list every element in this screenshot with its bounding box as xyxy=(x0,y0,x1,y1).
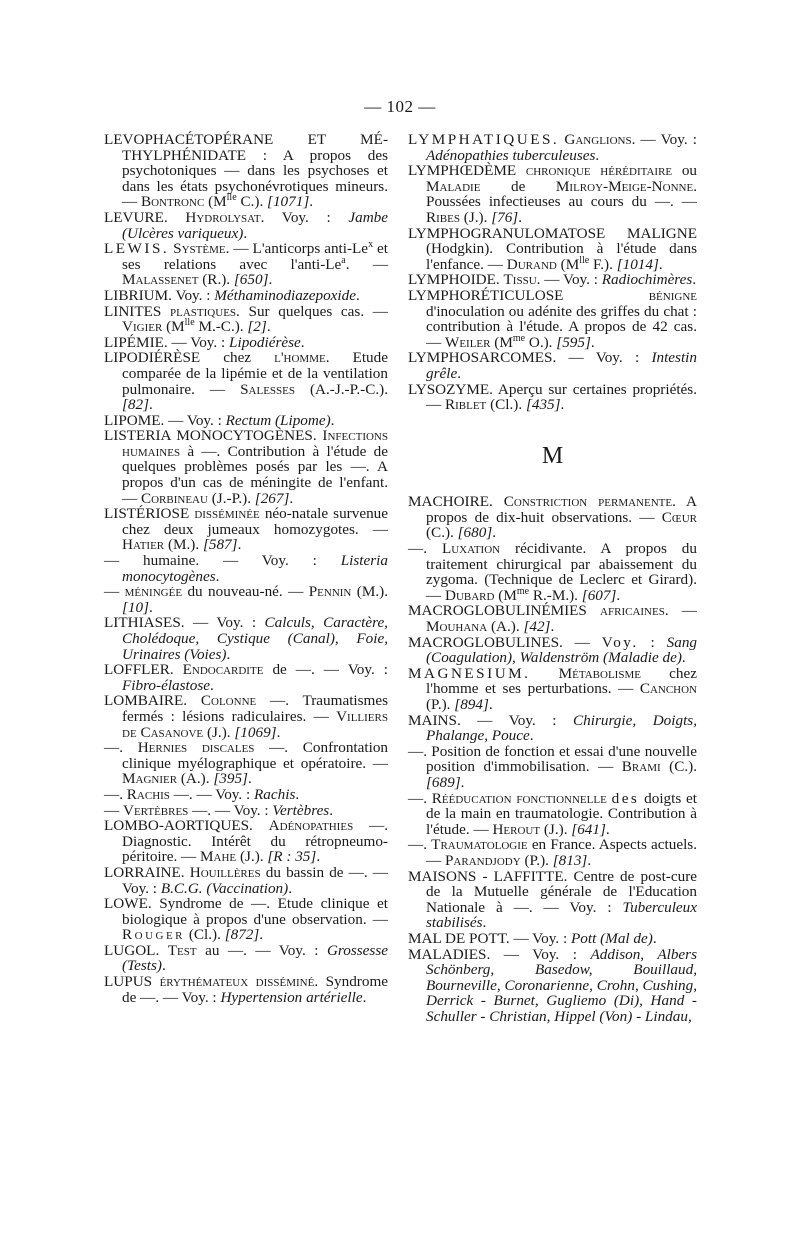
entry-text: LYMPHŒDÈME xyxy=(408,162,526,180)
entry-text: . Syndrome de —. — Voy. : xyxy=(122,973,392,1006)
entry-text: MACROGLOBULINÉMIES xyxy=(408,602,601,620)
entry-text: Maladie xyxy=(426,177,481,195)
index-entry xyxy=(104,739,392,788)
entry-text: . xyxy=(529,727,534,745)
entry-text: [82] xyxy=(122,396,150,414)
entry-text: d'inoculation ou adénite des griffes du chat : contribution à l'étude. A propos de 42 cas. — xyxy=(426,286,701,351)
index-entry xyxy=(104,302,392,336)
entry-text: . xyxy=(652,929,657,947)
entry-text: Magnier xyxy=(122,770,178,788)
entry-text: du nouveau-né. — xyxy=(182,583,309,601)
entry-text: Traumatologie xyxy=(431,836,528,854)
index-entry xyxy=(104,895,392,944)
entry-text: Chirurgie, Doigts, Phalange, Pouce xyxy=(426,711,701,745)
entry-text: —. — Voy. : xyxy=(169,785,255,803)
index-entry xyxy=(104,349,392,414)
entry-text: Rectum (Lipome) xyxy=(225,411,331,429)
index-entry xyxy=(104,583,392,616)
entry-text: . xyxy=(259,926,264,944)
entry-text: —. xyxy=(408,540,442,558)
index-entry xyxy=(104,941,392,975)
entry-text: Fibro-élastose xyxy=(122,676,211,694)
entry-text: . xyxy=(266,318,271,336)
entry-text: Intestin grêle xyxy=(426,349,701,382)
entry-text: — humaine. — Voy. : xyxy=(104,552,341,570)
entry-text: [894] xyxy=(454,696,489,713)
index-entry xyxy=(408,867,701,932)
entry-text: Mahe xyxy=(200,848,237,866)
entry-text: [76] xyxy=(491,208,519,226)
entry-text: Lipodiérèse xyxy=(229,333,301,351)
entry-text: chez l'homme et ses perturbations. — xyxy=(426,664,701,698)
entry-text: [10] xyxy=(122,598,150,616)
entry-text: Herout xyxy=(492,820,541,838)
entry-text: Système xyxy=(173,240,226,258)
entry-text: l'homme xyxy=(274,349,326,367)
index-entry xyxy=(104,239,392,289)
entry-text: F.). xyxy=(589,255,617,273)
entry-text: Vertèbres xyxy=(272,801,330,819)
entry-text: (J.). xyxy=(203,723,235,741)
entry-text: —. xyxy=(104,785,127,803)
entry-text: LYMPHORÉTICULOSE xyxy=(408,286,649,304)
entry-text: Corbineau xyxy=(140,489,208,507)
entry-text: . xyxy=(243,224,248,242)
entry-text: Hernies discales xyxy=(137,739,255,757)
entry-text: . xyxy=(457,364,462,382)
entry-text: plastiques xyxy=(170,302,237,320)
entry-text: . xyxy=(161,957,166,975)
entry-text: (J.). xyxy=(540,820,572,838)
index-entry xyxy=(104,552,392,585)
index-entry xyxy=(408,664,701,713)
index-entry xyxy=(104,131,392,211)
index-entry xyxy=(104,614,392,663)
entry-text: ou xyxy=(672,162,701,180)
entry-text: . xyxy=(215,567,220,585)
entry-text: Radiochimères xyxy=(601,271,693,289)
entry-text: LYMPHOSARCOMES. — Voy. : xyxy=(408,349,652,367)
entry-text: Endocardite xyxy=(182,661,264,679)
entry-text: Métabolisme xyxy=(558,664,641,682)
entry-text: LIBRIUM. Voy. : xyxy=(104,286,215,304)
entry-text: (M xyxy=(556,255,580,273)
entry-text: (M xyxy=(494,586,517,604)
entry-text: . Etude comparée de la lipémie et de la ventilation pulmonaire. — xyxy=(122,349,392,398)
entry-text: Colonne xyxy=(200,692,257,710)
entry-text: Bontronc xyxy=(140,193,205,211)
entry-text: —. xyxy=(408,836,432,854)
entry-text: Vigier xyxy=(122,318,163,336)
entry-text: [689] xyxy=(426,773,461,791)
entry-text: Milroy-Meige-Nonne xyxy=(555,177,694,195)
entry-text: a xyxy=(341,254,346,266)
entry-text: Villiers de Casanove xyxy=(122,707,392,741)
index-entry xyxy=(408,272,697,288)
entry-text: Cœur xyxy=(661,508,697,526)
entry-text: LINITES xyxy=(104,302,171,320)
entry-text: (M xyxy=(490,333,513,351)
entry-text: [267] xyxy=(254,489,290,507)
entry-text: (C.). xyxy=(426,508,701,542)
entry-text: . xyxy=(289,489,294,507)
entry-text: . xyxy=(616,586,621,604)
entry-text: Calculs, Caractère, Cholédoque, Cystique (Canal), Foie, Urinaires (Voies) xyxy=(122,614,392,663)
entry-text: . xyxy=(300,333,305,351)
entry-text: Addison, Albers Schönberg, Basedow, Bouillaud, Bourneville, Coronarienne, Crohn, Cushing, Derrick - Burnet, Gugliemo (Di), Hand - Schuller - Christian, Hippel (Von) - Lindau, xyxy=(426,945,701,1025)
entry-text: . Voy. : xyxy=(260,208,349,226)
entry-text: à —. Contribution à l'étude de quelques problèmes posés par les —. A propos d'un cas de méningite de l'enfant. — xyxy=(122,442,392,507)
entry-text: LYMPHATIQUES. xyxy=(408,131,560,148)
entry-text: des xyxy=(611,789,640,807)
entry-text: doigts et de la main en traumatologie. Contribution à l'étude. — xyxy=(426,789,701,838)
index-entry xyxy=(408,742,701,791)
entry-text: LIPOME. — Voy. : xyxy=(104,411,226,429)
index-entry xyxy=(104,803,388,819)
index-entry xyxy=(408,286,701,351)
entry-text: [813] xyxy=(552,851,588,869)
entry-text: —. Traumatismes fermés : lésions radiculaires. — xyxy=(122,692,392,725)
entry-text: [872] xyxy=(224,926,260,944)
entry-text: Vertèbres xyxy=(122,801,189,819)
entry-text: Hypertension artérielle xyxy=(220,988,363,1006)
entry-text: LISTERIA MONOCYTOGÈNES. xyxy=(104,427,323,445)
entry-text: [R : 35] xyxy=(267,848,317,866)
entry-text: Rachis xyxy=(126,785,170,803)
index-entry xyxy=(104,973,392,1006)
entry-text: (M.). xyxy=(164,536,203,554)
entry-text: LEWIS. xyxy=(104,240,170,258)
entry-text: Méthaminodiazepoxide xyxy=(214,286,356,304)
entry-text: [1014] xyxy=(616,255,659,273)
entry-text: (A.). xyxy=(177,770,214,788)
entry-text: et ses relations avec l'anti-Le xyxy=(122,240,392,273)
entry-text: (R.). xyxy=(198,271,234,289)
entry-text xyxy=(530,665,558,682)
entry-text: me xyxy=(516,585,530,597)
entry-text: LUGOL. xyxy=(104,941,168,959)
entry-text: LEVURE. xyxy=(104,208,186,226)
entry-text: LYMPHOGRANULOMATOSE MALIGNE (Hodgkin). Contribution à l'étude dans l'enfance. — xyxy=(408,224,701,273)
entry-text: . xyxy=(488,696,493,713)
entry-text: Jambe (Ulcères variqueux) xyxy=(122,208,392,242)
entry-text: LYMPHOIDE. xyxy=(408,271,504,289)
entry-text: . — Voy. : xyxy=(536,271,602,289)
entry-text: MAINS. — Voy. : xyxy=(408,711,574,729)
entry-text: érythémateux disséminé xyxy=(159,973,315,991)
entry-text: Parandjody xyxy=(444,851,521,869)
entry-text: LOWE. Syndrome de —. Etude clinique et biologique à propos d'une observation. — xyxy=(104,895,392,928)
entry-text: néo-natale survenue chez deux jumeaux homozygotes. — xyxy=(122,505,392,538)
entry-text: [587] xyxy=(202,536,238,554)
entry-text: disséminée xyxy=(194,505,260,523)
index-entry xyxy=(408,224,701,273)
entry-text: Dubard xyxy=(444,586,495,604)
entry-text: [680] xyxy=(457,524,493,542)
entry-text: Canchon xyxy=(639,680,697,698)
index-group-m xyxy=(408,493,701,1025)
entry-text: me xyxy=(512,332,526,344)
entry-text: LEVOPHACÉTOPÉRANE ET MÉ-THYLPHÉNIDATE : A propos des psychotoniques — dans les psychoses et dans les états psychonévrotiques mineurs. — xyxy=(104,131,392,211)
entry-text: . xyxy=(362,988,367,1006)
entry-text: Adénopathies xyxy=(268,817,354,835)
entry-text: (J.-P.). xyxy=(207,489,255,507)
entry-text: —. Diagnostic. Intérêt du rétropneumo-péritoire. — xyxy=(122,817,392,866)
entry-text: Rachis xyxy=(254,785,296,803)
entry-text: LISTÉRIOSE xyxy=(104,505,195,523)
index-entry xyxy=(408,380,701,414)
entry-text: — xyxy=(104,583,125,601)
index-entry xyxy=(104,505,392,554)
entry-text: Houillères xyxy=(189,863,261,881)
entry-text: . xyxy=(288,879,293,897)
entry-text: . xyxy=(247,770,252,788)
entry-text: au —. — Voy. : xyxy=(196,941,327,959)
entry-text: africaines xyxy=(600,602,665,620)
entry-text: méningée xyxy=(124,583,183,601)
entry-text: Riblet xyxy=(444,396,487,414)
entry-text: [641] xyxy=(571,820,606,838)
index-entry xyxy=(104,863,392,897)
index-entry xyxy=(104,787,388,803)
entry-text: . xyxy=(210,676,214,694)
entry-text: . — xyxy=(664,602,701,620)
entry-text: chronique héréditaire xyxy=(525,162,673,180)
entry-text: Tuberculeux stabilisés xyxy=(426,898,701,932)
entry-text: . xyxy=(330,411,335,429)
entry-text: x xyxy=(368,239,374,251)
index-column-left xyxy=(104,131,392,1006)
entry-text: LYSOZYME. Aperçu sur certaines propriétés. — xyxy=(408,380,701,414)
index-entry xyxy=(408,836,701,869)
entry-text: LORRAINE. xyxy=(104,863,190,881)
entry-text: . xyxy=(316,848,321,866)
entry-text: . xyxy=(460,773,465,791)
entry-text: [395] xyxy=(213,770,248,788)
entry-text: (M.). xyxy=(351,583,392,601)
entry-text: . A propos de dix-huit observations. — xyxy=(426,493,701,526)
entry-text: . xyxy=(595,146,600,164)
entry-text: . — Voy. : xyxy=(631,131,701,148)
entry-text: . — xyxy=(345,255,392,273)
entry-text: Durand xyxy=(506,255,557,273)
entry-text: — xyxy=(104,801,123,819)
entry-text: . xyxy=(518,208,522,226)
entry-text: (A.). xyxy=(487,618,524,636)
entry-text: LOMBO-AORTIQUES. xyxy=(104,817,269,835)
entry-text: [607] xyxy=(581,586,617,604)
entry-text: . xyxy=(692,271,697,289)
entry-text: [1071] xyxy=(267,193,310,211)
entry-text: . xyxy=(550,618,555,636)
entry-text: Ribes xyxy=(426,208,460,226)
entry-text: O.). xyxy=(525,333,557,351)
entry-text: . Poussées infectieuses au cours du —. — xyxy=(426,177,701,211)
index-entry xyxy=(408,540,701,604)
index-entry xyxy=(104,335,388,351)
entry-text: —. Confrontation clinique myélographique et opératoire. — xyxy=(122,739,392,772)
index-entry xyxy=(408,789,701,838)
index-entry xyxy=(408,162,701,226)
entry-text: M.-C.). xyxy=(194,318,248,336)
entry-text: Salesses xyxy=(240,380,295,398)
entry-text: lle xyxy=(226,192,237,204)
entry-text: Hatier xyxy=(122,536,165,554)
index-entry xyxy=(104,427,392,507)
index-entry xyxy=(104,661,392,694)
entry-text: B.C.G. (Vaccination) xyxy=(160,879,289,897)
entry-text: MALADIES. — Voy. : xyxy=(408,945,591,963)
entry-text: Tissu xyxy=(503,271,537,289)
entry-text: . xyxy=(355,286,360,304)
entry-text: : xyxy=(638,633,667,651)
entry-text: —. Position de fonction et essai d'une nouvelle position d'immobilisation. — xyxy=(408,742,701,776)
entry-text: LOFFLER. xyxy=(104,661,183,679)
index-entry xyxy=(408,493,701,542)
entry-text: —. — Voy. : xyxy=(188,801,273,819)
entry-text: (P.). xyxy=(426,680,701,713)
entry-text: LIPODIÉRÈSE chez xyxy=(104,349,275,367)
entry-text: . xyxy=(226,645,231,663)
entry-text: [1069] xyxy=(234,723,277,741)
index-entry xyxy=(408,349,701,382)
index-entry xyxy=(104,288,388,304)
entry-text: Voy. xyxy=(601,633,639,651)
entry-text: Listeria monocytogènes xyxy=(122,552,392,585)
entry-text: Malassenet xyxy=(122,271,199,289)
section-letter: M xyxy=(541,442,564,469)
entry-text: . xyxy=(149,598,153,616)
entry-text: MAL DE POTT. — Voy. : xyxy=(408,929,571,947)
entry-text: (Cl.). xyxy=(185,926,225,944)
entry-text: Test xyxy=(167,941,197,959)
entry-text: C.). xyxy=(236,193,268,211)
entry-text: . xyxy=(590,333,595,351)
entry-text: MACROGLOBULINES. — xyxy=(408,633,602,651)
index-entry xyxy=(408,633,701,667)
entry-text: . xyxy=(658,255,663,273)
entry-text: Brami xyxy=(621,758,661,776)
entry-text: lle xyxy=(579,254,590,266)
entry-text: [650] xyxy=(233,271,269,289)
entry-text: . xyxy=(295,785,300,803)
entry-text: . Sur quelques cas. — xyxy=(236,302,392,320)
entry-text: (C.). xyxy=(660,758,701,776)
entry-text: récidivante. A propos du traitement chirurgical par abaissement du zygoma. (Technique de Leclerc et Girard). — xyxy=(426,540,701,604)
entry-text: LIPÉMIE. — Voy. : xyxy=(104,333,230,351)
entry-text: LOMBAIRE. xyxy=(104,692,201,710)
index-entry xyxy=(408,931,697,947)
index-group-l-end xyxy=(408,131,701,414)
entry-text: . xyxy=(482,914,487,932)
index-entry xyxy=(104,208,392,242)
index-entry xyxy=(408,945,701,1025)
entry-text: (J.). xyxy=(459,208,492,226)
entry-text: R.-M.). xyxy=(529,586,582,604)
entry-text: Weiler xyxy=(444,333,491,351)
entry-text: . xyxy=(149,396,153,414)
entry-text: Grossesse (Tests) xyxy=(122,941,392,975)
entry-text: (A.-J.-P.-C.). xyxy=(295,380,392,398)
entry-text: (M xyxy=(204,193,227,211)
entry-text: Rouger xyxy=(122,926,186,944)
entry-text: (P.). xyxy=(520,851,553,869)
entry-text: [595] xyxy=(556,333,591,351)
index-column-right xyxy=(408,131,701,1025)
entry-text: Luxation xyxy=(441,540,501,558)
index-entry xyxy=(104,413,388,429)
entry-text: Infections humaines xyxy=(122,427,392,460)
entry-text: de —. — Voy. : xyxy=(263,661,392,679)
entry-text: [42] xyxy=(523,618,551,636)
entry-text: (J.). xyxy=(236,848,268,866)
entry-text: LUPUS xyxy=(104,973,160,991)
entry-text: Pennin xyxy=(308,583,352,601)
entry-text: Rééducation fonctionnelle xyxy=(431,789,607,807)
entry-text: [2] xyxy=(247,318,267,336)
entry-text: . xyxy=(492,524,497,542)
entry-text: Pott (Mal de) xyxy=(571,929,653,947)
entry-text: Adénopathies tuberculeuses xyxy=(426,146,596,164)
entry-text: Constriction permanente xyxy=(503,493,673,511)
entry-text: [435] xyxy=(525,396,561,414)
entry-text: (M xyxy=(162,318,185,336)
entry-text: Ganglions xyxy=(564,131,632,148)
entry-text: . xyxy=(276,723,281,741)
entry-text: LITHIASES. — Voy. : xyxy=(104,614,265,632)
entry-text: du bassin de —. — Voy. : xyxy=(122,863,392,897)
entry-text: lle xyxy=(184,317,195,329)
entry-text: en France. Aspects actuels. — xyxy=(426,836,701,869)
entry-text: . xyxy=(605,820,610,838)
index-entry xyxy=(408,711,701,745)
entry-text: . xyxy=(560,396,565,414)
entry-text: —. xyxy=(408,789,432,807)
index-entry xyxy=(104,692,392,741)
entry-text: MACHOIRE. xyxy=(408,493,504,511)
entry-text: MAGNESIUM. xyxy=(408,664,531,682)
entry-text: . xyxy=(268,271,273,289)
entry-text: . xyxy=(587,851,592,869)
entry-text: bénigne xyxy=(648,286,697,304)
entry-text: (Cl.). xyxy=(486,396,526,414)
entry-text: . — L'anticorps anti-Le xyxy=(225,240,369,258)
entry-text: . xyxy=(681,649,686,667)
entry-text: MAISONS - LAFFITTE. Centre de post-cure de la Mutuelle générale de l'Education Nationale à —. — Voy. : xyxy=(408,867,701,916)
entry-text: Hydrolysat xyxy=(185,208,261,226)
entry-text: . xyxy=(237,536,242,554)
entry-text: . xyxy=(329,801,334,819)
page-number: — 102 — xyxy=(364,97,436,116)
entry-text: . xyxy=(309,193,314,211)
entry-text: —. xyxy=(104,739,138,757)
entry-text: Sang (Coagulation), Waldenström (Maladie de) xyxy=(426,633,701,667)
index-entry xyxy=(408,602,701,636)
entry-text: Mouhana xyxy=(426,618,488,636)
index-entry xyxy=(104,817,392,866)
index-entry xyxy=(408,131,701,164)
entry-text: de xyxy=(480,177,556,195)
